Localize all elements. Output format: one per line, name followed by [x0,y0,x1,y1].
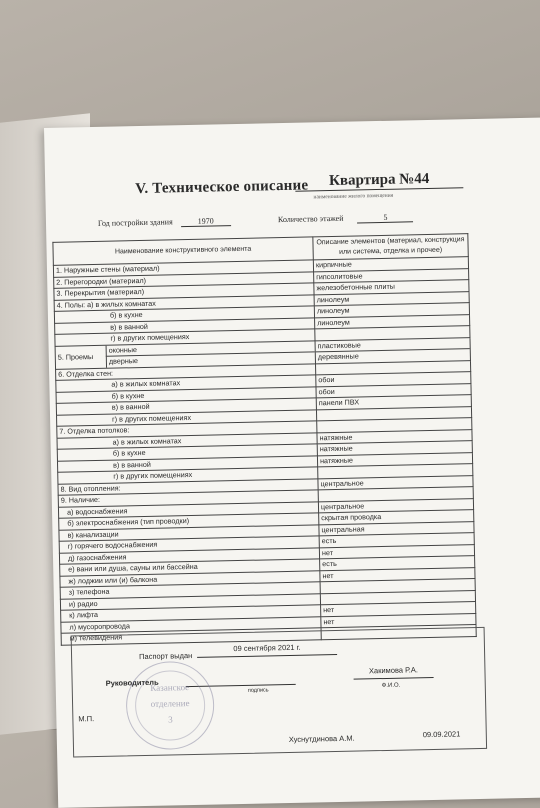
heating-value: центральное [318,475,473,490]
row-label: ж) лоджии или (и) балкона [60,570,320,587]
row-label: б) в кухне [54,306,314,323]
row-value: скрытая проводка [319,510,474,525]
row-value: есть [320,556,475,571]
passport-label: Паспорт выдан [138,651,193,662]
row-value: обои [316,383,471,398]
row-label: м) телевидения [61,628,321,645]
year-built [98,216,231,229]
row-value: нет [320,567,475,582]
row-label: е) вани или душа, сауны или бассейна [60,559,320,576]
head-name: Хакимова Р.А. [353,665,433,680]
row-value: нет [319,544,474,559]
door-type-label: дверные [108,356,139,366]
row-label: а) водоснабжения [58,501,318,518]
heating-label: 8. Вид отопления: [58,478,318,495]
floors-value: 5 [357,212,413,223]
apartment-name: Квартира №44 [295,170,463,192]
row-label: в) в ванной [57,455,317,472]
row-value: обои [316,372,471,387]
row-value: линолеум [314,303,469,318]
row-label: г) в других помещениях [57,409,317,426]
row-label: г) в других помещениях [58,467,318,484]
row-label: в) в ванной [56,398,316,415]
row-label: 4. Полы: а) в жилых комнатах [54,294,314,311]
row-label: 1. Наружные стены (материал) [53,260,313,277]
head-label: Руководитель [105,677,159,688]
row-label: к) лифта [61,605,321,622]
row-value: натяжные [317,452,472,467]
row-label: 3. Перекрытия (материал) [54,283,314,300]
row-label: д) газоснабжения [59,547,319,564]
row-value: натяжные [317,441,472,456]
row-label: в) канализации [59,524,319,541]
floors-label: Количество этажей [277,213,344,225]
technical-description-table [52,233,476,645]
row-value: панели ПВХ [316,395,471,410]
apartment-caption: наименование жилого помещения [313,192,394,201]
row-value: нет [321,613,476,628]
year-label: Год постройки здания [97,217,173,228]
mp-label: М.П. [78,714,95,724]
row-label: и) радио [60,593,320,610]
row-label: а) в жилых комнатах [57,432,317,449]
row-value: нет [321,602,476,617]
row-label: б) в кухне [56,386,316,403]
window-type-value: пластиковые [316,338,470,352]
bottom-date: 09.09.2021 [422,729,461,740]
signature-caption: подпись [247,687,269,694]
stamp-text-1: Казанское [150,682,190,693]
row-value: гипсолитовые [314,268,469,283]
walls-finish-title: 6. Отделка стен: [56,363,316,380]
row-label: б) электроснабжения (тип проводки) [59,513,319,530]
row-value: линолеум [315,314,470,329]
section-title: V. Техническое описание [135,177,309,198]
windows-label: 5. Проемы [56,345,107,368]
floor-count [278,212,414,225]
row-label: з) телефона [60,582,320,599]
row-label: г) в других помещениях [55,329,315,346]
presence-title: 9. Наличие: [58,490,318,507]
stamp-text-3: 3 [168,714,173,725]
bottom-name: Хуснутдинова А.М. [288,733,355,745]
stamp-text-2: отделение [150,698,190,709]
col2-header: Описание элементов (материал, конструкция или система, отделка и прочее) [313,234,468,260]
row-label: г) горячего водоснабжения [59,536,319,553]
row-value: центральное [318,498,473,513]
row-value: линолеум [314,291,469,306]
row-label: а) в жилых комнатах [56,375,316,392]
row-label: л) мусоропровода [61,616,321,633]
fio-caption: Ф.И.О. [381,682,401,690]
row-label: в) в ванной [55,317,315,334]
year-value: 1970 [181,216,231,227]
row-value: натяжные [317,429,472,444]
windows-values [315,337,470,363]
row-value: кирпичные [313,257,468,272]
row-value: железобетонные плиты [314,280,469,295]
row-value: есть [319,533,474,548]
document-page [44,116,540,808]
row-label: б) в кухне [57,444,317,461]
ceiling-title: 7. Отделка потолков: [57,421,317,438]
window-type-label: оконные [106,341,315,356]
row-value: центральная [319,521,474,536]
passport-date: 09 сентября 2021 г. [197,642,337,658]
col1-header: Наименование конструктивного элемента [53,237,313,265]
door-type-value: деревянные [317,351,359,362]
row-label: 2. Перегородки (материал) [54,271,314,288]
